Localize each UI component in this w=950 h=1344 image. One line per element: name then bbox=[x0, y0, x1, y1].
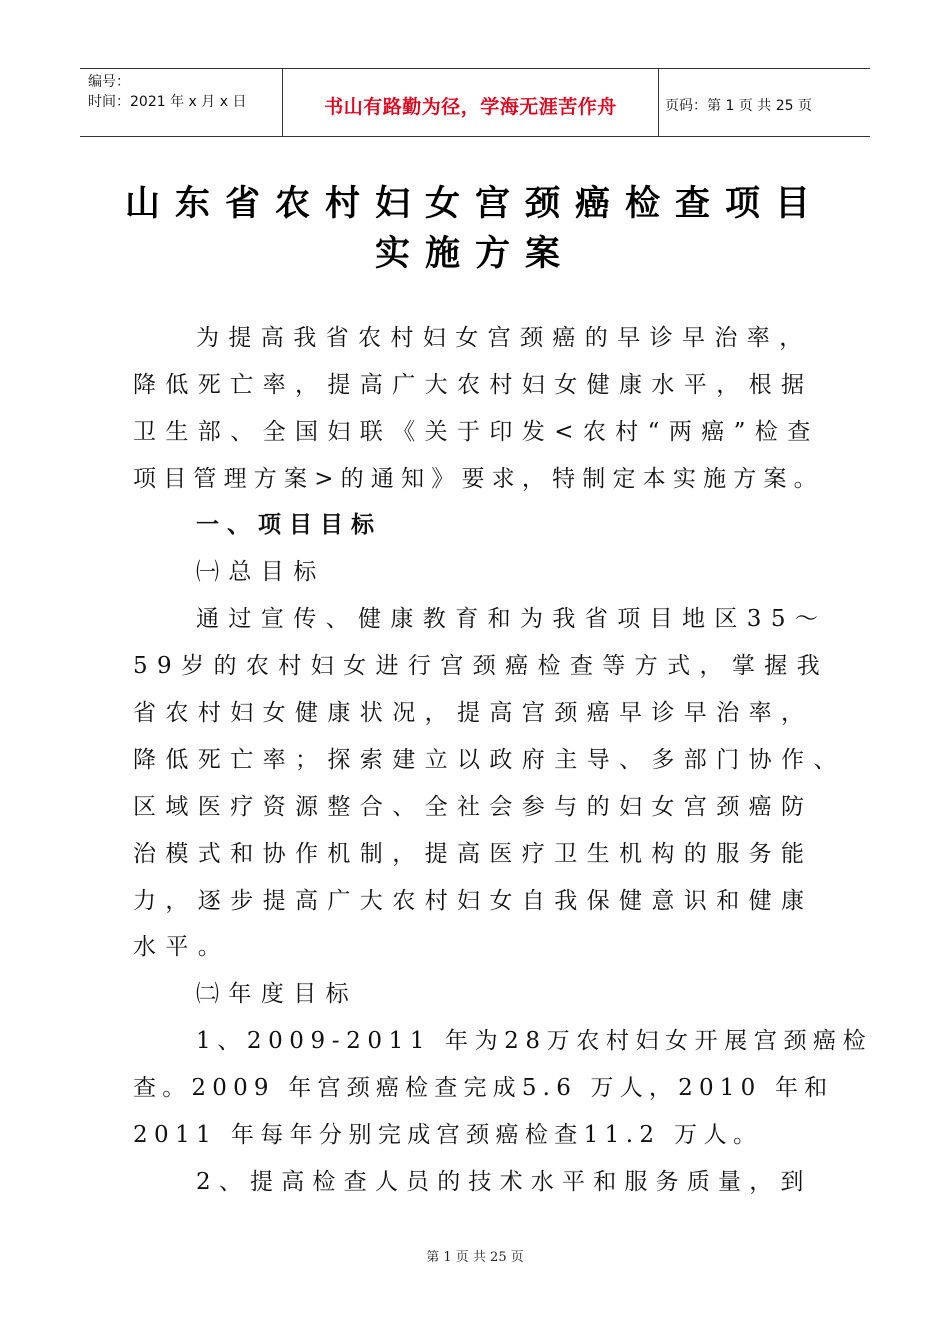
paragraph-line: 通过宣传、健康教育和为我省项目地区35～ bbox=[196, 606, 828, 632]
paragraph-line: 2、提高检查人员的技术水平和服务质量，到 bbox=[196, 1169, 812, 1195]
paragraph-line: 59岁的农村妇女进行宫颈癌检查等方式，掌握我 bbox=[133, 653, 830, 679]
paragraph-line: 1、2009-2011 年为28万农村妇女开展宫颈癌检 bbox=[196, 1028, 873, 1054]
page-footer: 第 1 页 共 25 页 bbox=[426, 1250, 524, 1265]
section-heading: 一、项目目标 bbox=[196, 512, 382, 538]
paragraph-line: 降低死亡率，提高广大农村妇女健康水平，根据 bbox=[133, 372, 814, 398]
subsection-heading: ㈡年度目标 bbox=[196, 981, 358, 1007]
paragraph-line: 治模式和协作机制，提高医疗卫生机构的服务能 bbox=[133, 841, 814, 867]
number-label: 编号： bbox=[88, 74, 130, 90]
header-motto: 书山有路勤为径，学海无涯苦作舟 bbox=[283, 69, 659, 136]
document-title-line-1: 山东省农村妇女宫颈癌检查项目 bbox=[124, 184, 825, 224]
header-meta-cell bbox=[80, 69, 283, 136]
paragraph-line: 查。2009 年宫颈癌检查完成5.6 万人，2010 年和 bbox=[133, 1075, 834, 1101]
paragraph-line: 力，逐步提高广大农村妇女自我保健意识和健康 bbox=[133, 888, 814, 914]
document-title-line-2: 实施方案 bbox=[374, 234, 575, 274]
paragraph-line: 降低死亡率；探索建立以政府主导、多部门协作、 bbox=[133, 747, 846, 773]
paragraph-line: 2011 年每年分别完成宫颈癌检查11.2 万人。 bbox=[133, 1122, 763, 1148]
document-header bbox=[80, 68, 870, 137]
paragraph-line: 水平。 bbox=[133, 934, 231, 960]
paragraph-line: 为提高我省农村妇女宫颈癌的早诊早治率， bbox=[196, 325, 812, 351]
paragraph-line: 区域医疗资源整合、全社会参与的妇女宫颈癌防 bbox=[133, 794, 814, 820]
paragraph-line: 省农村妇女健康状况，提高宫颈癌早诊早治率， bbox=[133, 700, 814, 726]
header-page-info: 页码：第 1 页 共 25 页 bbox=[665, 97, 812, 114]
subsection-heading: ㈠总目标 bbox=[196, 559, 326, 585]
time-label: 时间：2021 年 x 月 x 日 bbox=[88, 94, 247, 110]
paragraph-line: 项目管理方案>的通知》要求，特制定本实施方案。 bbox=[133, 466, 824, 492]
paragraph-line: 卫生部、全国妇联《关于印发<农村“两癌”检查 bbox=[133, 419, 820, 445]
